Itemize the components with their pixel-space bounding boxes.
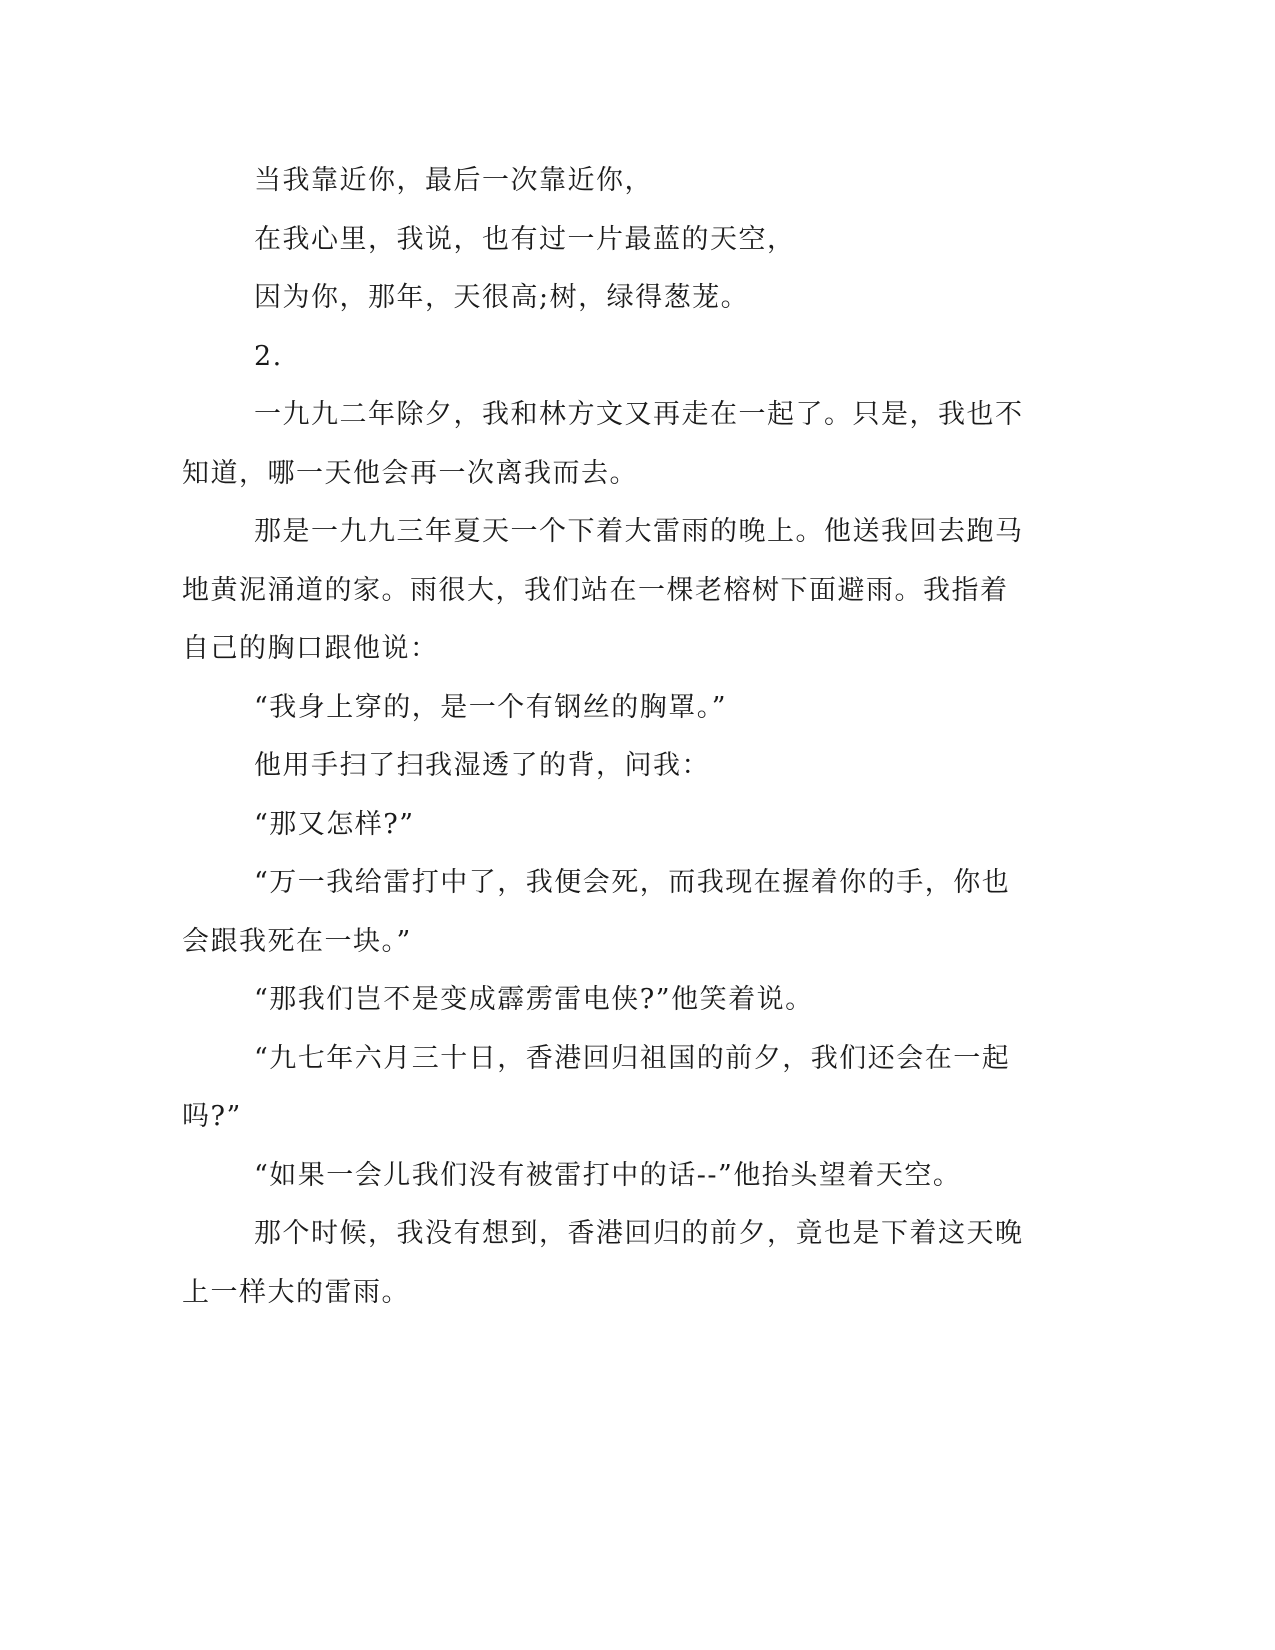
body-text [182, 152, 1032, 1322]
paragraph-2: 在我心里，我说，也有过一片最蓝的天空， [254, 223, 796, 255]
paragraph-9: “那又怎样?” [254, 808, 415, 840]
paragraph-10: “万一我给雷打中了，我便会死，而我现在握着你的手，你也会跟我死在一块。” [182, 867, 1011, 957]
paragraph-12: “九七年六月三十日，香港回归祖国的前夕，我们还会在一起吗?” [182, 1042, 1011, 1132]
paragraph-6: 那是一九九三年夏天一个下着大雷雨的晚上。他送我回去跑马地黄泥涌道的家。雨很大，我们站在一棵老榕树下面避雨。我指着自己的胸口跟他说： [182, 516, 1024, 664]
paragraph-11: “那我们岂不是变成霹雳雷电侠?”他笑着说。 [254, 984, 814, 1015]
paragraph-7: “我身上穿的，是一个有钢丝的胸罩。” [254, 691, 728, 723]
paragraph-8: 他用手扫了扫我湿透了的背，问我： [254, 750, 710, 781]
paragraph-3: 因为你，那年，天很高;树，绿得葱茏。 [254, 282, 750, 313]
section-number: 2. [254, 340, 283, 372]
paragraph-1: 当我靠近你，最后一次靠近你， [254, 165, 653, 196]
paragraph-13: “如果一会儿我们没有被雷打中的话--”他抬头望着天空。 [254, 1159, 962, 1191]
paragraph-5: 一九九二年除夕，我和林方文又再走在一起了。只是，我也不知道，哪一天他会再一次离我而去。 [182, 399, 1024, 489]
paragraph-14: 那个时候，我没有想到，香港回归的前夕，竟也是下着这天晚上一样大的雷雨。 [182, 1218, 1024, 1308]
